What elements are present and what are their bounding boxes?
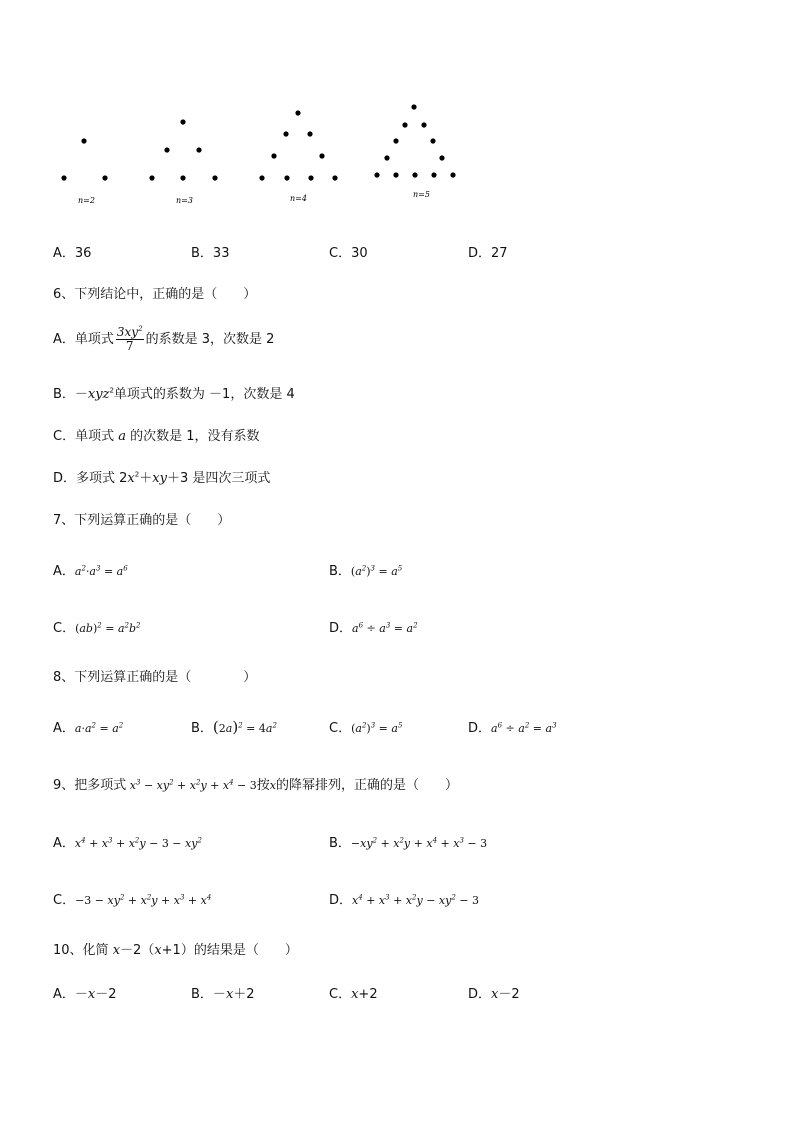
- q8-stem: 8、下列运算正确的是（ ）: [53, 670, 257, 685]
- q7-d-label: D．: [329, 621, 353, 636]
- q8-option-d[interactable]: [468, 717, 557, 736]
- q6-b-prefix: B．－: [53, 387, 88, 402]
- q9-c-expression: $-3 - xy^2 + x^2y + x^3 + x^4$: [75, 893, 212, 907]
- q9-option-d[interactable]: [329, 889, 479, 908]
- figure-label-n2: n=2: [78, 196, 95, 205]
- q7-c-expression: $(ab)^2 = a^2b^2$: [75, 621, 141, 635]
- triangle-n4: [259, 110, 337, 180]
- q10-b-post: ＋2: [233, 987, 255, 1002]
- q10-a-pre: －: [74, 987, 88, 1002]
- q6-a-fraction: [116, 326, 144, 353]
- figure-label-n3: n=3: [176, 196, 193, 205]
- q6-d-prefix: D．多项式 2: [53, 471, 128, 486]
- q9-d-label: D．: [329, 893, 353, 908]
- q9-stem-mid: 按: [256, 778, 270, 793]
- q6-option-d[interactable]: [53, 467, 270, 486]
- q9-stem-suffix: 的降幂排列，正确的是（ ）: [276, 778, 459, 793]
- q10-b-pre: －: [212, 987, 226, 1002]
- q6-a-frac-den: 7: [125, 339, 134, 353]
- figure-label-n5: n=5: [413, 190, 430, 199]
- q10-a-label: A．: [53, 987, 75, 1002]
- q10-option-a[interactable]: [53, 983, 117, 1002]
- triangle-n5: [374, 104, 455, 177]
- q6-b-sup: 2: [109, 386, 114, 395]
- q10-b-var: x: [225, 987, 234, 1002]
- q9-option-c[interactable]: [53, 889, 211, 908]
- q10-option-d[interactable]: [468, 983, 520, 1002]
- q10-option-c[interactable]: [329, 983, 378, 1002]
- q7-b-expression: $(a^2)^3 = a^5$: [350, 564, 403, 578]
- q9-d-expression: $x^4 + x^3 + x^2y - xy^2 - 3$: [352, 893, 480, 907]
- q10-c-label: C．: [329, 987, 352, 1002]
- q6-d-mid: ＋: [139, 471, 153, 486]
- q5-option-b[interactable]: B．33: [191, 246, 230, 261]
- q6-stem: 6、下列结论中，正确的是（ ）: [53, 287, 257, 302]
- q6-b-math: xyz: [87, 387, 110, 402]
- q8-b-label: B．: [191, 721, 213, 736]
- q6-c-math: a: [118, 429, 126, 444]
- q9-option-b[interactable]: [329, 832, 487, 851]
- q10-a-var: x: [87, 987, 96, 1002]
- q10-d-var: x: [491, 987, 499, 1002]
- q6-option-c[interactable]: [53, 425, 260, 444]
- q10-option-b[interactable]: [191, 983, 255, 1002]
- q9-a-expression: $x^4 + x^3 + x^2y - 3 - xy^2$: [74, 836, 202, 850]
- q10-b-label: B．: [191, 987, 213, 1002]
- q9-a-label: A．: [53, 836, 75, 851]
- q8-c-label: C．: [329, 721, 352, 736]
- q9-b-label: B．: [329, 836, 351, 851]
- q7-option-b[interactable]: [329, 560, 402, 579]
- q6-d-math1: x: [127, 471, 135, 486]
- triangle-n3: [149, 119, 217, 180]
- q7-option-a[interactable]: [53, 560, 128, 579]
- q6-d-suffix: ＋3 是四次三项式: [166, 471, 271, 486]
- q6-a-frac-num: 3xy: [116, 325, 139, 339]
- dot-triangle-figure: [50, 95, 470, 215]
- q7-option-c[interactable]: [53, 617, 141, 636]
- q6-d-sup: 2: [134, 470, 140, 479]
- q6-a-suffix: 的系数是 3，次数是 2: [145, 332, 275, 347]
- q5-option-d[interactable]: D．27: [468, 246, 508, 261]
- q8-d-expression: $a^6 \div a^2 = a^3$: [491, 721, 557, 735]
- q7-a-label: A．: [53, 564, 75, 579]
- q10-c-post: +2: [358, 987, 378, 1002]
- q7-c-label: C．: [53, 621, 76, 636]
- q10-d-label: D．: [468, 987, 492, 1002]
- q7-stem: 7、下列运算正确的是（ ）: [53, 513, 231, 528]
- q6-a-prefix: A．单项式: [53, 332, 114, 347]
- q6-option-b[interactable]: [53, 383, 295, 402]
- q6-c-prefix: C．单项式: [53, 429, 119, 444]
- q6-a-frac-sup: 2: [138, 325, 143, 333]
- q7-d-expression: $a^6 \div a^3 = a^2$: [352, 621, 418, 635]
- q8-option-b[interactable]: [191, 717, 277, 736]
- q6-c-suffix: 的次数是 1，没有系数: [125, 429, 260, 444]
- q10-stem: [53, 939, 298, 958]
- q9-option-a[interactable]: [53, 832, 202, 851]
- q7-b-label: B．: [329, 564, 351, 579]
- q7-a-expression: $a^2\cdot a^3 = a^6$: [74, 564, 128, 578]
- q10-stem-x2: x: [154, 943, 162, 958]
- q6-b-suffix: 单项式的系数为 －1，次数是 4: [113, 387, 295, 402]
- q8-option-c[interactable]: [329, 717, 402, 736]
- q8-d-label: D．: [468, 721, 492, 736]
- q10-d-post: －2: [498, 987, 520, 1002]
- q6-option-a[interactable]: [53, 326, 274, 353]
- q9-stem-var: x: [269, 779, 277, 792]
- q8-c-expression: $(a^2)^3 = a^5$: [351, 721, 403, 735]
- q8-b-expression: $(2a)^2 = 4a^2$: [212, 718, 277, 736]
- q8-a-expression: $a\cdot a^2 = a^2$: [74, 721, 124, 735]
- q10-stem-prefix: 10、化简: [53, 943, 113, 958]
- q10-c-var: x: [351, 987, 359, 1002]
- q10-stem-mid: －2（: [120, 943, 155, 958]
- q10-stem-x: x: [112, 943, 121, 958]
- q8-a-label: A．: [53, 721, 75, 736]
- figure-label-n4: n=4: [290, 194, 307, 203]
- q9-stem: [53, 774, 458, 793]
- q5-option-c[interactable]: C．30: [329, 246, 368, 261]
- q6-d-math2: xy: [152, 471, 167, 486]
- q9-c-label: C．: [53, 893, 76, 908]
- q10-stem-end: +1）的结果是（ ）: [161, 943, 298, 958]
- q5-option-a[interactable]: A．36: [53, 246, 92, 261]
- q10-a-post: －2: [95, 987, 117, 1002]
- q9-polynomial: $x^3 - xy^2 + x^2y + x^4 - 3$: [126, 778, 257, 792]
- q7-option-d[interactable]: [329, 617, 418, 636]
- q9-stem-prefix: 9、把多项式: [53, 778, 127, 793]
- triangle-n2: [61, 138, 107, 180]
- q8-option-a[interactable]: [53, 717, 123, 736]
- q9-b-expression: $-xy^2 + x^2y + x^4 + x^3 - 3$: [350, 836, 488, 850]
